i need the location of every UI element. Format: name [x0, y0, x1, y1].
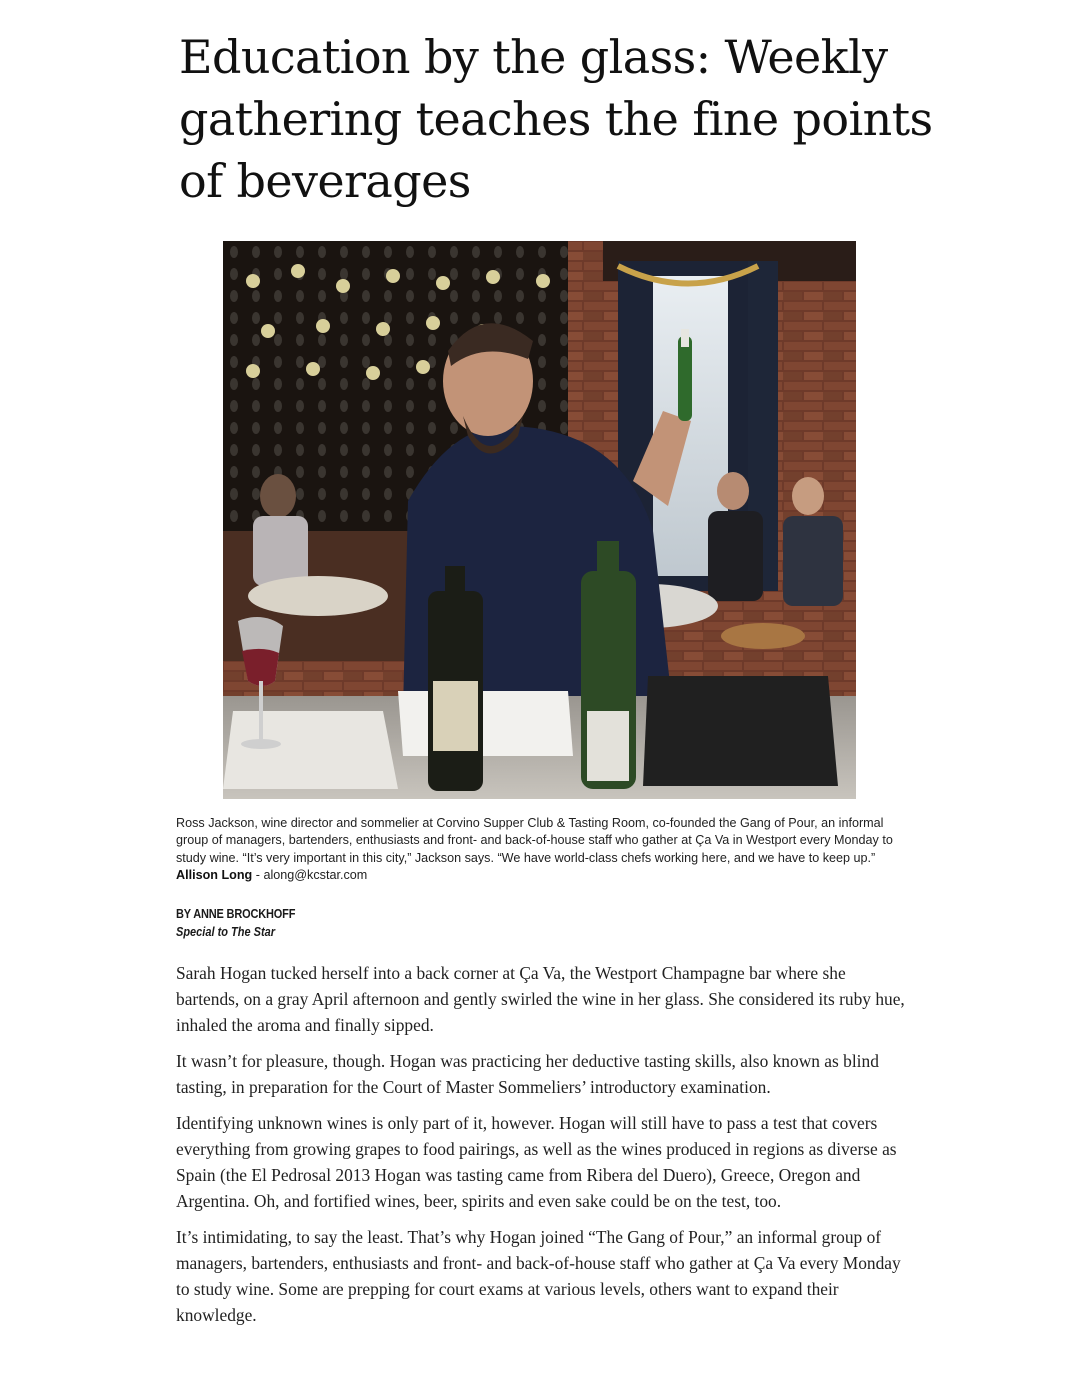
- photo-credit-name: Allison Long: [176, 868, 253, 883]
- byline: [176, 905, 576, 941]
- byline-author: BY ANNE BROCKHOFF: [176, 907, 296, 921]
- body-paragraph: It wasn’t for pleasure, though. Hogan was practicing her deductive tasting skills, also known as blind tasting, in preparation for the Court of Master Sommeliers’ introductory examination.: [176, 1051, 879, 1097]
- byline-affiliation: Special to The Star: [176, 925, 276, 939]
- body-paragraph: Sarah Hogan tucked herself into a back corner at Ça Va, the Westport Champagne bar where she bartends, on a gray April afternoon and gently swirled the wine in her glass. She considered its ruby hue, inhaled the aroma and finally sipped.: [176, 963, 905, 1035]
- caption-text: Ross Jackson, wine director and sommelier at Corvino Supper Club & Tasting Room, co-founded the Gang of Pour, an informal group of managers, bartenders, enthusiasts and front- and back-of-house staff who gather at Ça Va in Westport every Monday to study wine. “It’s very important in this city,” Jackson says. “We have world-class chefs working here, and we have to keep up.”: [176, 816, 893, 865]
- photo-caption: [176, 815, 911, 885]
- photo-credit-email[interactable]: - along@kcstar.com: [252, 868, 368, 883]
- article-body: [176, 960, 911, 1338]
- article-photo: [223, 241, 856, 799]
- photo-illustration: [223, 241, 856, 799]
- body-paragraph: Identifying unknown wines is only part of it, however. Hogan will still have to pass a test that covers everything from growing grapes to food pairings, as well as the wines produced in regions as diverse as Spain (the El Pedrosal 2013 Hogan was tasting came from Ribera del Duero), Greece, Oregon and Argentina. Oh, and fortified wines, beer, spirits and even sake could be on the test, too.: [176, 1113, 897, 1211]
- article-headline: Education by the glass: Weekly gathering teaches the fine points of beverages: [179, 30, 933, 208]
- body-paragraph: It’s intimidating, to say the least. That’s why Hogan joined “The Gang of Pour,” an informal group of managers, bartenders, enthusiasts and front- and back-of-house staff who gather at Ça Va every Monday to study wine. Some are prepping for court exams at various levels, others want to expand their knowledge.: [176, 1227, 901, 1325]
